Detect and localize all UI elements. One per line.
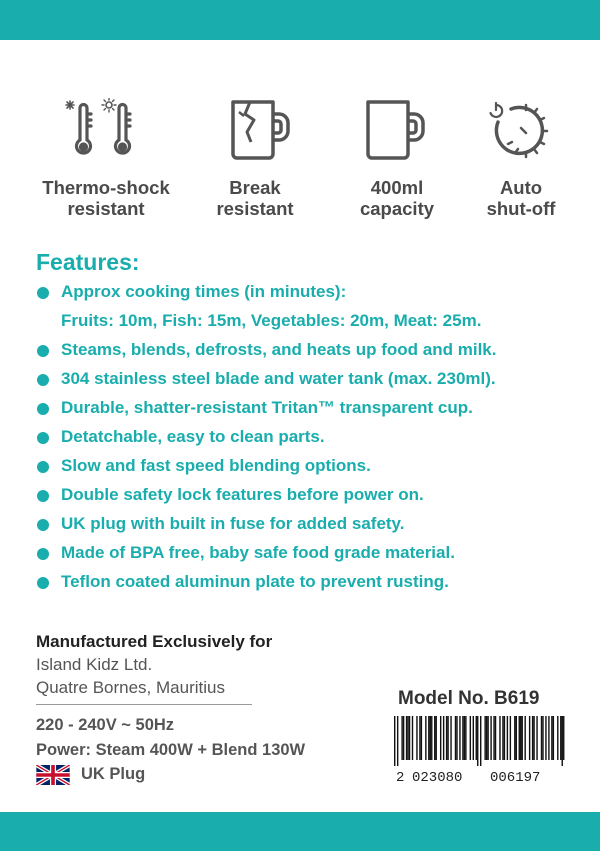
barcode-bar — [551, 716, 552, 760]
break-resistant-label — [180, 177, 330, 219]
label-line: shut-off — [486, 198, 556, 219]
plug-spec: UK Plug — [81, 765, 146, 783]
bullet — [37, 461, 49, 473]
top-accent-band — [0, 0, 600, 40]
barcode-bar — [524, 716, 525, 760]
barcode-bar — [548, 716, 549, 760]
thermo-shock-label — [31, 177, 181, 219]
barcode-bar — [484, 716, 485, 760]
barcode-bar — [516, 716, 517, 760]
timer-power-icon — [487, 98, 553, 164]
manufacturer-company: Island Kidz Ltd. — [36, 655, 153, 674]
model-number: Model No. B619 — [398, 688, 540, 709]
barcode-bar — [450, 716, 451, 760]
barcode-bar — [416, 716, 417, 760]
barcode-bar — [493, 716, 494, 760]
barcode-bar — [456, 716, 457, 760]
barcode-bar — [406, 716, 407, 760]
cracked-mug-icon — [228, 98, 294, 164]
label-line: resistant — [216, 198, 294, 219]
divider — [36, 704, 252, 705]
barcode-bar — [480, 716, 481, 766]
bullet — [37, 345, 49, 357]
barcode-bar — [541, 716, 542, 760]
barcode-bar — [563, 716, 564, 760]
barcode-bar — [407, 716, 408, 760]
label-line: capacity — [359, 198, 435, 219]
label-line: resistant — [67, 198, 145, 219]
power-spec: Power: Steam 400W + Blend 130W — [36, 741, 306, 759]
barcode-bar — [487, 716, 488, 760]
bullet — [37, 519, 49, 531]
barcode-bar — [477, 716, 478, 766]
barcode-group-right: 006197 — [490, 770, 541, 786]
barcode-bar — [557, 716, 558, 760]
barcode-bar — [446, 716, 447, 760]
manufacturer-location: Quatre Bornes, Mauritius — [36, 678, 225, 697]
barcode-group-left: 023080 — [412, 770, 463, 786]
barcode-bar — [447, 716, 448, 760]
barcode-bar — [459, 716, 460, 760]
barcode-bar — [465, 716, 466, 760]
feature-text: Fruits: 10m, Fish: 15m, Vegetables: 20m, Meat: 25m. — [61, 311, 482, 330]
barcode-bar — [394, 716, 395, 766]
barcode-bar — [519, 716, 520, 760]
mug-icon — [364, 98, 430, 164]
feature-text: Durable, shatter-resistant Tritan™ transparent cup. — [61, 398, 473, 417]
features-heading: Features: — [36, 249, 140, 275]
barcode-bar — [507, 716, 508, 760]
barcode-bar — [409, 716, 410, 760]
barcode-bar — [553, 716, 554, 760]
barcode-bar — [502, 716, 503, 760]
barcode-bar — [464, 716, 465, 760]
uk-flag-icon — [36, 765, 70, 790]
feature-text: Teflon coated aluminun plate to prevent rusting. — [61, 572, 449, 591]
barcode-bar — [495, 716, 496, 760]
feature-text: Double safety lock features before power on. — [61, 485, 424, 504]
bullet — [37, 577, 49, 589]
barcode-bar — [504, 716, 505, 760]
bullet — [37, 403, 49, 415]
barcode-bar — [419, 716, 420, 760]
barcode-bar — [532, 716, 533, 760]
manufacturer-title: Manufactured Exclusively for — [36, 632, 273, 651]
barcode-bar — [397, 716, 398, 766]
feature-text: Slow and fast speed blending options. — [61, 456, 371, 475]
barcode-bar — [403, 716, 404, 760]
voltage-spec: 220 - 240V ~ 50Hz — [36, 716, 175, 734]
barcode-digit: 2 — [396, 770, 405, 786]
barcode-bar — [510, 716, 511, 760]
bullet — [37, 287, 49, 299]
barcode-bar — [421, 716, 422, 760]
barcode-bar — [536, 716, 537, 760]
barcode-bar — [412, 716, 413, 760]
feature-text: 304 stainless steel blade and water tank (max. 230ml). — [61, 369, 496, 388]
barcode-bar — [514, 716, 515, 760]
barcode-bar — [545, 716, 546, 760]
barcode-bar — [425, 716, 426, 760]
barcode-bar — [434, 716, 435, 760]
feature-text: Detatchable, easy to clean parts. — [61, 427, 325, 446]
barcode-bar — [529, 716, 530, 760]
barcode-bar — [430, 716, 431, 760]
barcode-bar — [533, 716, 534, 760]
barcode-bar — [473, 716, 474, 760]
barcode-bar — [428, 716, 429, 760]
label-line: Break — [229, 177, 281, 198]
barcode-bar — [401, 716, 402, 760]
barcode-bar — [462, 716, 463, 760]
barcode-bar — [470, 716, 471, 760]
barcode-bar — [562, 716, 563, 766]
bullet — [37, 548, 49, 560]
barcode-bar — [431, 716, 432, 760]
barcode-bar — [455, 716, 456, 760]
feature-text: Steams, blends, defrosts, and heats up food and milk. — [61, 340, 497, 359]
label-line: 400ml — [370, 177, 424, 198]
barcode-bar — [486, 716, 487, 760]
feature-text: Approx cooking times (in minutes): — [61, 282, 347, 301]
barcode-bar — [436, 716, 437, 760]
feature-text: UK plug with built in fuse for added safety. — [61, 514, 405, 533]
barcode-bar — [560, 716, 561, 760]
bullet — [37, 374, 49, 386]
barcode-bar — [522, 716, 523, 760]
barcode — [394, 716, 566, 766]
barcode-bar — [490, 716, 491, 760]
bottom-accent-band — [0, 812, 600, 851]
label-line: Auto — [499, 177, 543, 198]
bullet — [37, 432, 49, 444]
barcode-bar — [476, 716, 477, 760]
bullet — [37, 490, 49, 502]
barcode-bar — [499, 716, 500, 760]
thermometer-icon — [62, 98, 142, 164]
barcode-bar — [520, 716, 521, 760]
label-line: Thermo-shock — [42, 177, 170, 198]
barcode-bar — [542, 716, 543, 760]
auto-shutoff-label — [446, 177, 596, 219]
barcode-bar — [443, 716, 444, 760]
barcode-bar — [440, 716, 441, 760]
feature-text: Made of BPA free, baby safe food grade material. — [61, 543, 455, 562]
